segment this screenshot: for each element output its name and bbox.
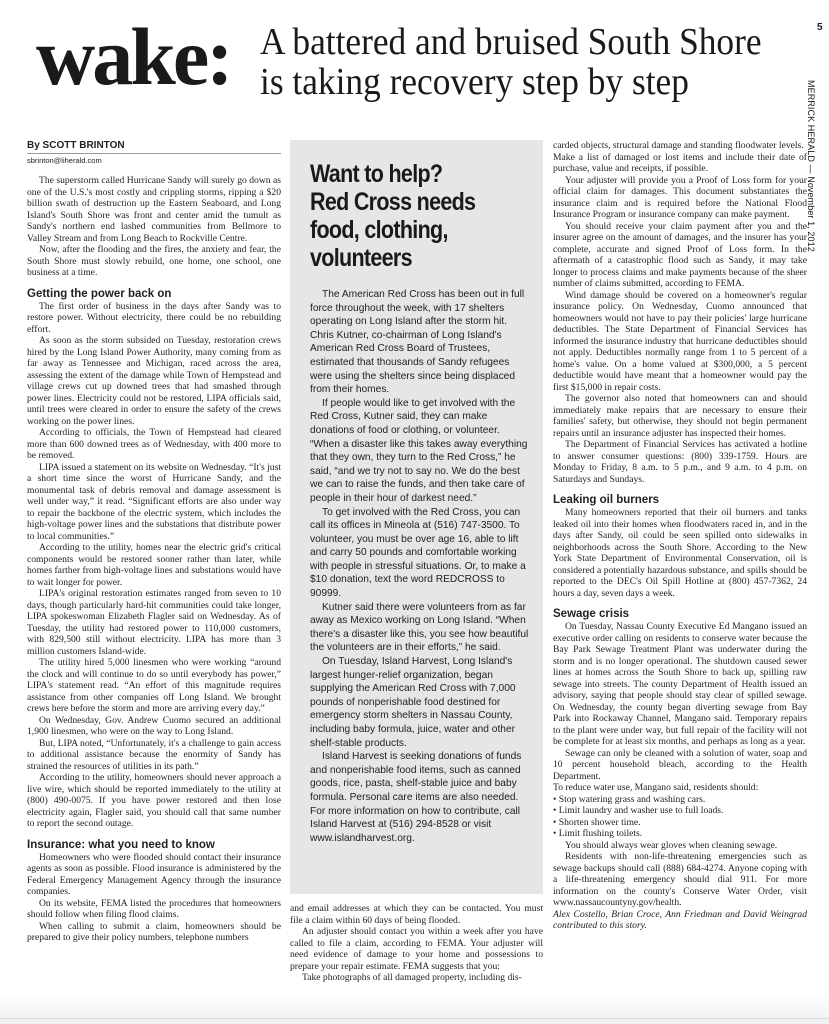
headline-line-1: A battered and bruised South Shore [260,21,762,63]
page-number: 5 [817,22,823,33]
paragraph: According to the utility, homes near the electric grid's critical components would be restored sooner rather than later, while homes farther from high-voltage lines and substations would have to wait longer for power. [27,542,281,588]
paragraph: The superstorm called Hurricane Sandy will surely go down as one of the U.S.'s most costly and crippling storms, ripping a $20 billion swath of destruction up the Eastern Seaboard, and Long Island's South Shore was front and center amid the tumult as Sandy's northern end lashed communities from Bellmore to Valley Stream and from Long Beach to Rockville Centre. [27,175,281,244]
page-bottom-rule [0,1018,829,1019]
sidebar-paragraph: To get involved with the Red Cross, you can call its offices in Mineola at (516) 747-3500. To volunteer, you must be over age 16, able to lift and carry 50 pounds and comfortable working with people in stressful situations. Or, to make a $10 donation, text the word REDCROSS to 90999. [310,506,526,600]
paragraph: On Tuesday, Nassau County Executive Ed Mangano issued an executive order calling on residents to conserve water because the Bay Park Sewage Treatment Plant was underwater during the storm and is no longer operational. The shutdown caused sewer lines at homes across the South Shore to back up, spilling raw sewage into streets. The county Department of Health issued an advisory, saying that people should stay clear of spilled sewage. On Wednesday, the county began diverting sewage from Bay Park into Rockaway Channel, Mangano said. Temporary repairs to the plant were under way, but full repair of the facility will not be complete for at least six months, and perhaps as long as a year. [553,621,807,747]
paragraph: According to officials, the Town of Hempstead had cleared more than 600 downed trees as of Wednesday, with 400 more to be removed. [27,427,281,461]
paragraph: Sewage can only be cleaned with a solution of water, soap and 10 percent household bleach, according to the Health Department. [553,747,807,782]
subhead-oil: Leaking oil burners [553,494,660,506]
folio: MERRICK HERALD — November 1, 2012 [806,80,816,252]
page-bottom-fade [0,992,829,1024]
byline: By SCOTT BRINTON [27,140,281,154]
paragraph: Now, after the flooding and the fires, the anxiety and fear, the South Shore must slowly rebuild, one home, one school, one business at a time. [27,244,281,278]
headline-line-2: is taking recovery step by step [260,61,689,103]
sidebar-paragraph: On Tuesday, Island Harvest, Long Island's largest hunger-relief organization, began supplying the American Red Cross with 7,000 pounds of nonperishable food destined for emergency storm shelters in Nassau County, including baby formula, juice, water and other shelf-stable products. [310,656,516,749]
paragraph: On its website, FEMA listed the procedures that homeowners should follow when filing flood claims. [27,897,281,920]
paragraph: You should always wear gloves when cleaning sewage. [565,839,778,851]
sidebar-title [310,160,499,272]
sidebar-paragraph: Island Harvest is seeking donations of funds and nonperishable food items, such as canned goods, rice, pasta, shelf-stable juice and baby formula. Personal care items are also needed. For more information on how to contribute, call Island Harvest at (516) 294-8528 or visit www.islandharvest.org. [310,751,522,844]
sidebar-title-line: volunteers [310,244,412,272]
paragraph: carded objects, structural damage and standing floodwater levels. [553,140,804,151]
paragraph: Your adjuster will provide you a Proof of Loss form for your official claim for damages. This document substantiates the insurance claim and is required before the National Flood Insurance Program or insurance company can make payment. [553,174,807,220]
list-intro: To reduce water use, Mangano said, residents should: [553,782,759,793]
sidebar-title-line: food, clothing, [310,216,448,244]
paragraph: An adjuster should contact you within a week after you have called to file a claim, according to FEMA. Your adjuster will need evidence of damage to your home and possessions to prepare your repair estimate. FEMA suggests that you: [290,926,543,972]
list-item: • Shorten shower time. [553,817,807,829]
paragraph: Homeowners who were flooded should contact their insurance agents as soon as possible. Flood insurance is administered by the Federal Emergency Management Agency through the insurance companies. [27,851,281,897]
contributor-credit: Alex Costello, Brian Croce, Ann Friedman and David Weingrad contributed to this story. [553,908,807,931]
paragraph: As soon as the storm subsided on Tuesday, restoration crews hired by the Long Island Power Authority, many coming from as far away as Tennessee and Michigan, raced across the area, assessing the extent of the damage while Town of Hempstead and village crews cut up downed trees that had smashed through power lines. Electricity could not be restored, LIPA officials said, until trees were cleared in order to ensure the safety of the crews working on the power lines. [27,335,281,427]
paragraph: Take photographs of all damaged property, including dis- [302,972,522,983]
paragraph: Many homeowners reported that their oil burners and tanks leaked oil into their homes when floodwaters raced in, and in the days after Sandy, oil could be seen spilled onto sidewalks in neighborhoods across the South Shore. According to the New York State Department of Environmental Conservation, oil is considered a potentially hazardous substance, and spills should be reported to the DEC's Oil Spill Hotline at (800) 457-7362, 24 hours a day, seven days a week. [553,507,807,599]
paragraph: Residents with non-life-threatening emergencies such as sewage backups should call (888) 684-4274. Anyone coping with a life-threatening emergency should dial 911. For more information on the county's Conserve Water Order, visit www.nassaucountyny.gov/health. [553,851,807,908]
paragraph: According to the utility, homeowners should never approach a live wire, which should be reported immediately to the utility at (800) 490-0075. If you have power restored and then lose electricity again, Flagler said, you should call that same number to report the second outage. [27,772,281,829]
subhead-insurance: Insurance: what you need to know [27,838,215,851]
red-cross-sidebar [290,140,543,894]
paragraph: But, LIPA noted, “Unfortunately, it's a challenge to gain access to additional assistance because the enormity of Sandy has strained the resources of utilities in its path.” [27,737,281,772]
paragraph: The governor also noted that homeowners can and should immediately make repairs that are necessary to ensure their families' safety, but otherwise, they should not begin permanent repairs until an insurance adjuster has inspected their homes. [553,393,807,439]
paragraph: Make a list of damaged or lost items and include their date of purchase, value and receipts, if possible. [553,151,807,174]
subhead-sewage: Sewage crisis [553,608,630,620]
sidebar-body [310,288,532,845]
sidebar-title-line: Red Cross needs [310,188,476,216]
water-saving-list [553,794,807,840]
list-item: • Limit laundry and washer use to full loads. [553,805,807,817]
list-item: • Limit flushing toilets. [553,828,807,840]
paragraph: On Wednesday, Gov. Andrew Cuomo secured an additional 1,900 linesmen, who were on the way to Long Island. [27,714,281,737]
paragraph: The utility hired 5,000 linesmen who were working “around the clock and will continue to do so until everybody has power,” LIPA's statement read. “An effort of this magnitude requires assistance from other companies off Long Island. We brought crews here before the storm and more are arriving every day.” [27,657,281,714]
paragraph: Wind damage should be covered on a homeowner's regular insurance policy. On Wednesday, Cuomo announced that homeowners would not have to pay their policies' large hurricane deductibles. The State Department of Financial Services has informed the insurance industry that hurricane deductibles should not apply. Deductibles normally range from 1 to 5 percent of a home's value. On a home valued at $300,000, a 5 percent deductible would have meant that a homeowner would pay the first $15,000 in repair costs. [553,289,807,393]
sidebar-paragraph: Kutner said there were volunteers from as far away as Mexico working on Long Island. “When there's a disaster like this, you see how beautiful the volunteers are in their efforts,” he said. [310,601,529,654]
author-email[interactable]: sbrinton@liherald.com [27,156,102,165]
paragraph: LIPA issued a statement on its website on Wednesday. “It's just a short time since the worst of Hurricane Sandy, and the monumental task of debris removal and damage assessment is well under way,” it read. “Significant efforts are also under way to repair the backbone of the electric system, which includes the high-voltage power lines and the substations that distribute power to local communities.” [27,461,281,542]
paragraph: and email addresses at which they can be contacted. You must file a claim within 60 days of being flooded. [290,903,543,926]
subhead-power: Getting the power back on [27,287,172,300]
headline-kicker: wake: [36,11,231,102]
headline [260,22,762,102]
paragraph: When calling to submit a claim, homeowners should be prepared to give their policy numbers, telephone numbers [27,920,281,943]
article-column-3 [553,140,807,932]
list-item: • Stop watering grass and washing cars. [553,794,807,806]
paragraph: LIPA's original restoration estimates ranged from seven to 10 days, though particularly hard-hit communities could take longer, LIPA spokeswoman Elizabeth Flagler said on Wednesday. As of Tuesday, the utility had restored power to 110,000 customers, with 829,500 still without electricity. LIPA has more than 3 million customers Island-wide. [27,588,281,657]
sidebar-title-line: Want to help? [310,160,443,188]
paragraph: The Department of Financial Services has activated a hotline to answer consumer questions: (800) 339-1759. Hours are Monday to Friday, 8 a.m. to 5 p.m., and 9 a.m. to 4 p.m. on Saturdays and Sundays. [553,439,807,485]
paragraph: You should receive your claim payment after you and the insurer agree on the amount of damages, and the insurer has your complete, accurate and signed Proof of Loss form. In the aftermath of a catastrophic flood such as Sandy, it may take longer to process claims and make payments because of the sheer number of claims submitted, according to FEMA. [553,220,807,289]
sidebar-paragraph: If people would like to get involved with the Red Cross, Kutner said, they can make donations of food or clothing, or volunteer. “When a disaster like this takes away everything that they own, they turn to the Red Cross,” he said, “and we try not to say no. We do the best we can to raise the funds, and then take care of people in their hour of darkest need.” [310,397,528,504]
article-column-1 [27,140,281,944]
sidebar-paragraph: The American Red Cross has been out in full force throughout the week, with 17 shelters operating on Long Island after the storm hit. Chris Kutner, co-chairman of Long Island's American Red Cross Board of Trustees, estimated that thousands of Sandy refugees were using the shelters since being displaced from their homes. [310,289,525,396]
article-column-2 [290,903,543,984]
paragraph: The first order of business in the days after Sandy was to restore power. Without electricity, there could be no rebuilding effort. [27,300,281,335]
